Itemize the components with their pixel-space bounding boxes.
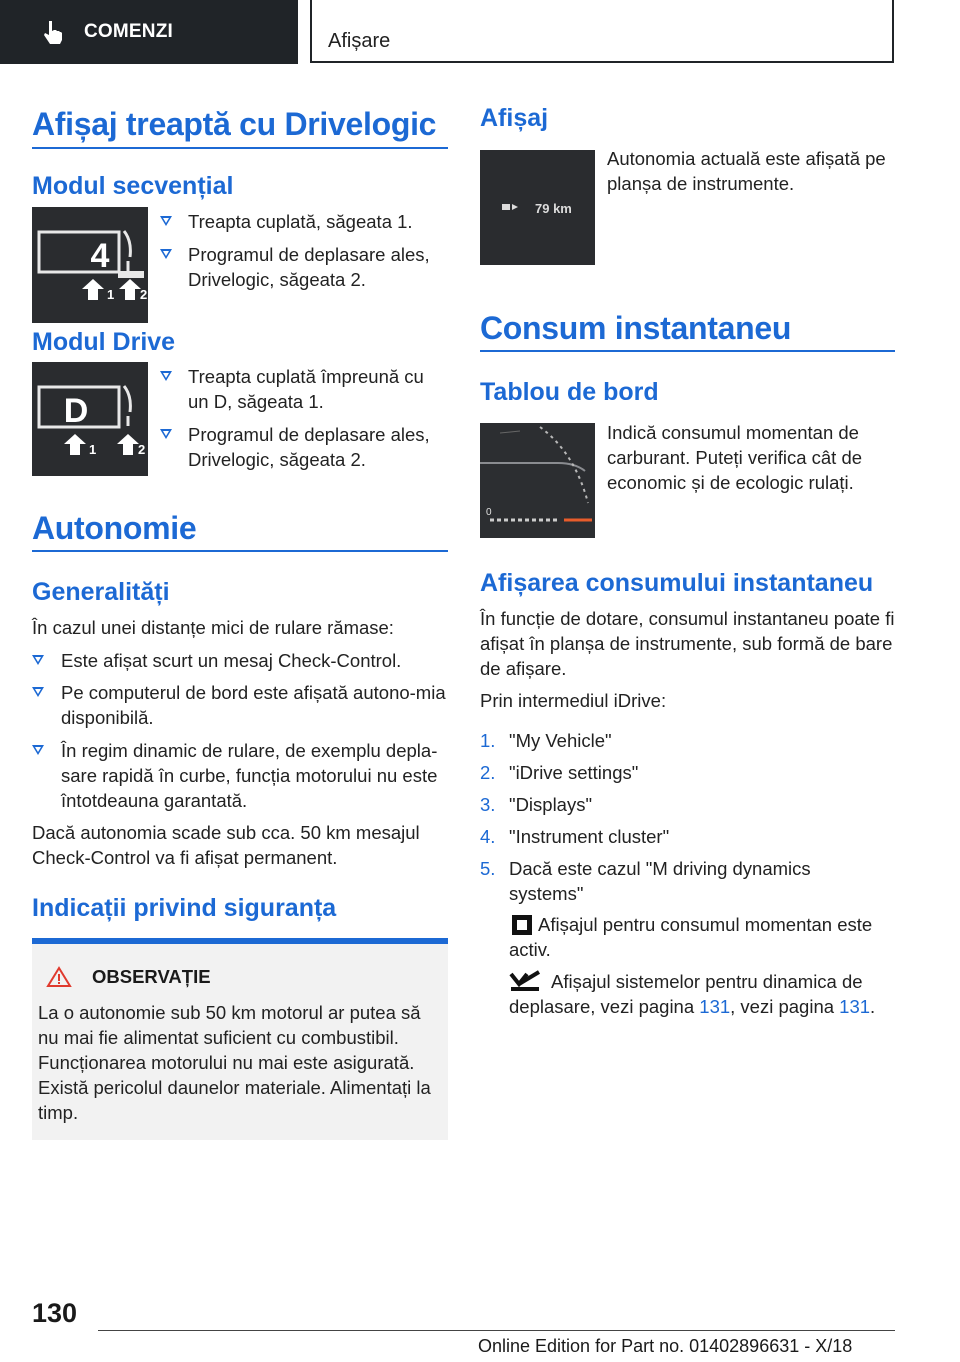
idrive-intro: Prin intermediul iDrive: [480, 690, 667, 711]
chapter-label: Afișare [328, 30, 391, 52]
step-number: 2. [480, 762, 496, 783]
page-link[interactable]: 131 [839, 996, 871, 1017]
heading-safety: Indicații privind siguranța [32, 894, 337, 922]
svg-text:2: 2 [140, 287, 148, 302]
svg-text:2: 2 [138, 442, 146, 457]
chapter-tab [310, 0, 894, 63]
heading-drivelogic: Afișaj treaptă cu Drivelogic [32, 106, 437, 142]
range-display-image [480, 150, 595, 265]
cluster-graphic [480, 423, 595, 538]
heading-rule [32, 147, 448, 149]
scale-zero: 0 [486, 507, 492, 518]
heading-consum: Consum instantaneu [480, 310, 792, 346]
range-value: 79 km [535, 201, 572, 216]
heading-tablou: Tablou de bord [480, 378, 659, 406]
gear-display-graphic [32, 207, 148, 323]
step-text: "My Vehicle" [509, 730, 612, 751]
warning-triangle-icon [46, 966, 72, 988]
svg-text:1: 1 [89, 442, 97, 457]
step-text: Dacă este cazul "M driving dynamics systems" [509, 858, 811, 904]
step-number: 5. [480, 858, 496, 879]
heading-rule [32, 550, 448, 552]
list-item: În regim dinamic de rulare, de exemplu depla-sare rapidă în curbe, funcția motorului nu este întotdeauna garantată. [32, 738, 448, 813]
section-tab [0, 0, 298, 64]
bullet-triangle-icon [160, 371, 172, 381]
list-item: Este afișat scurt un mesaj Check-Control. [32, 648, 448, 673]
list-item: Programul de deplasare ales, Drivelogic, săgeata 2. [160, 422, 448, 472]
tablou-text: Indică consumul momentan de carburant. Puteți verifica cât de economic și de ecologic rulați. [607, 422, 863, 493]
step-text: "iDrive settings" [509, 762, 639, 783]
heading-autonomie: Autonomie [32, 510, 197, 546]
afisarea-text: În funcție de dotare, consumul instantaneu poate fi afișat în planșa de instrumente, sub formă de bare de afișare. [480, 608, 895, 679]
page-link[interactable]: 131 [699, 996, 731, 1017]
gear-value: D [63, 392, 89, 430]
general-intro: În cazul unei distanțe mici de rulare rămase: [32, 617, 394, 638]
bullet-triangle-icon [32, 687, 44, 697]
bullet-triangle-icon [160, 249, 172, 259]
gear-display-graphic [32, 362, 148, 476]
step-number: 4. [480, 826, 496, 847]
bullet-triangle-icon [160, 429, 172, 439]
heading-sequential: Modul secvențial [32, 172, 234, 200]
option-consumption-text: Afișajul pentru consumul momentan este activ. [509, 914, 873, 960]
list-item: Treapta cuplată împreună cu un D, săgeata 1. [160, 364, 448, 414]
list-item: Pe computerul de bord este afișată autono-mia disponibilă. [32, 680, 448, 730]
step-text: "Instrument cluster" [509, 826, 670, 847]
list-item: Treapta cuplată, săgeata 1. [160, 209, 448, 234]
option-consumption [509, 912, 899, 962]
afisaj-text: Autonomia actuală este afișată pe planșa de instrumente. [607, 148, 886, 194]
section-label: COMENZI [84, 21, 174, 42]
bullet-triangle-icon [32, 655, 44, 665]
step-text: "Displays" [509, 794, 593, 815]
gear-value: 4 [90, 237, 110, 275]
footer-rule [98, 1330, 895, 1331]
page-number: 130 [32, 1298, 78, 1328]
step-number: 3. [480, 794, 496, 815]
heading-afisarea: Afișarea consumului instantaneu [480, 569, 874, 597]
bullet-triangle-icon [32, 745, 44, 755]
drive-mode-image [32, 362, 148, 476]
warning-title: OBSERVAȚIE [92, 966, 211, 987]
option-dynamics: Afișajul sistemelor pentru dinamica de deplasare, vezi pagina 131, vezi pagina 131. [509, 971, 876, 1017]
hand-pointer-icon [40, 19, 66, 45]
svg-text:1: 1 [107, 287, 115, 302]
option-dynamics-text: Afișajul sistemelor pentru dinamica de deplasare, vezi pagina [509, 971, 863, 1017]
range-display-graphic [480, 150, 595, 265]
step-number: 1. [480, 730, 496, 751]
heading-rule [480, 350, 895, 352]
warning-text: La o autonomie sub 50 km motorul ar putea să nu mai fie alimentat suficient cu combustibil. Funcționarea motorului nu mai este asigurată. Există pericolul daunelor materiale. Alimentați la timp. [38, 1002, 431, 1123]
bullet-triangle-icon [160, 216, 172, 226]
warning-box [32, 938, 448, 1140]
sequential-mode-image [32, 207, 148, 323]
heading-general: Generalități [32, 578, 170, 606]
list-item: Programul de deplasare ales, Drivelogic, săgeata 2. [160, 242, 448, 292]
instrument-cluster-image [480, 423, 595, 538]
heading-drive: Modul Drive [32, 328, 176, 356]
edition-text: Online Edition for Part no. 01402896631 - X/18 [478, 1336, 853, 1356]
heading-afisaj: Afișaj [480, 104, 549, 132]
general-outro: Dacă autonomia scade sub cca. 50 km mesajul Check-Control va fi afișat permanent. [32, 822, 420, 868]
